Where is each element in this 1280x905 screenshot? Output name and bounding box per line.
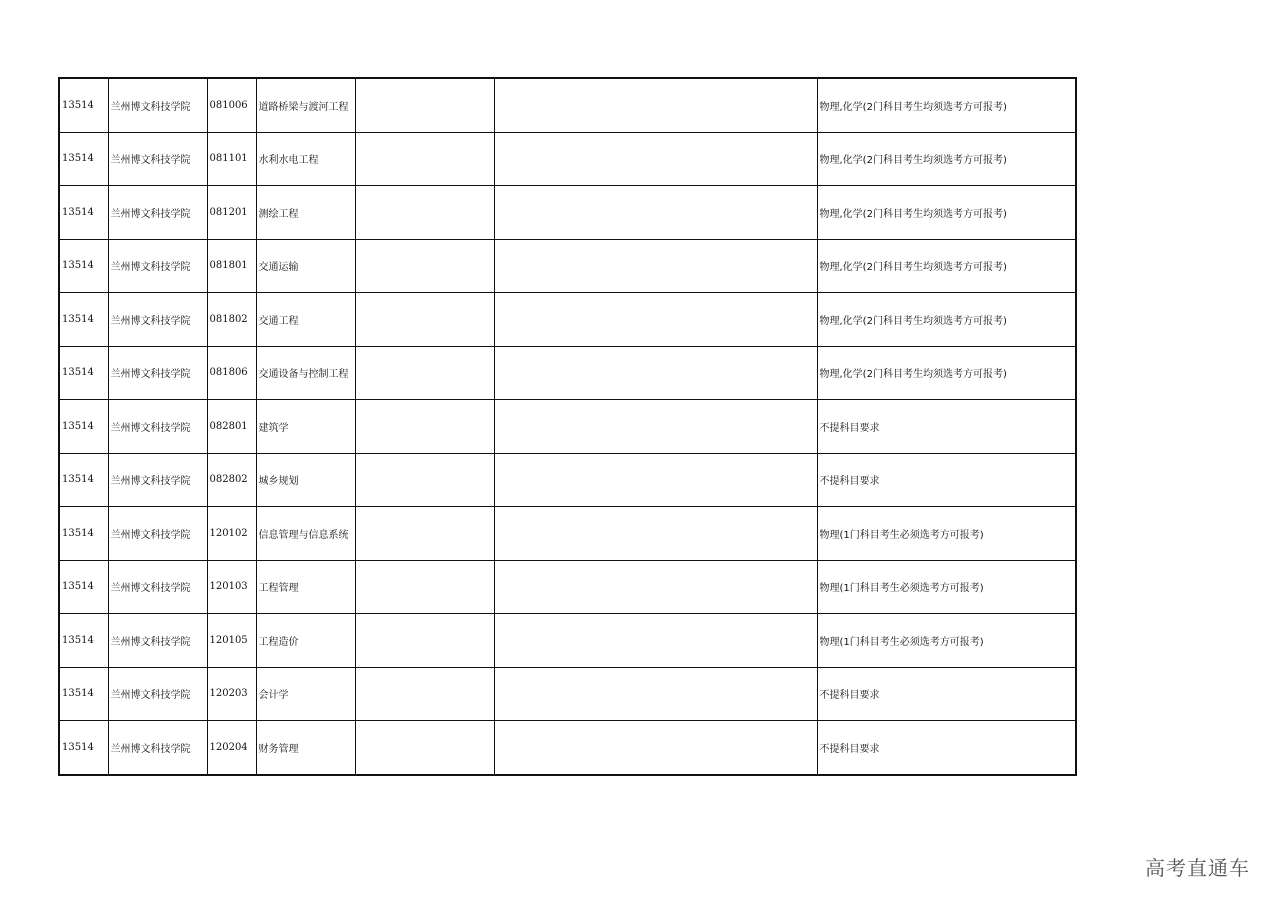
table-row xyxy=(59,507,1076,561)
institution-name-cell: 兰州博文科技学院 xyxy=(108,78,207,132)
blank-cell xyxy=(494,239,817,293)
blank-cell xyxy=(355,453,494,507)
subject-requirement-cell: 物理,化学(2门科目考生均须选考方可报考) xyxy=(817,132,1076,186)
subject-requirements-table xyxy=(58,77,1077,776)
major-code-cell: 120203 xyxy=(207,667,256,721)
major-code-cell: 082801 xyxy=(207,400,256,454)
subject-requirement-cell: 物理(1门科目考生必须选考方可报考) xyxy=(817,507,1076,561)
table-row xyxy=(59,346,1076,400)
blank-cell xyxy=(355,667,494,721)
subject-requirement-cell: 物理,化学(2门科目考生均须选考方可报考) xyxy=(817,346,1076,400)
institution-code-cell: 13514 xyxy=(59,667,108,721)
institution-name-cell: 兰州博文科技学院 xyxy=(108,400,207,454)
major-name-cell: 交通工程 xyxy=(256,293,355,347)
major-code-cell: 081802 xyxy=(207,293,256,347)
subject-requirement-cell: 不提科目要求 xyxy=(817,453,1076,507)
blank-cell xyxy=(494,186,817,240)
blank-cell xyxy=(494,453,817,507)
major-name-cell: 水利水电工程 xyxy=(256,132,355,186)
blank-cell xyxy=(355,560,494,614)
institution-code-cell: 13514 xyxy=(59,400,108,454)
major-name-cell: 建筑学 xyxy=(256,400,355,454)
institution-name-cell: 兰州博文科技学院 xyxy=(108,721,207,775)
table-row xyxy=(59,560,1076,614)
blank-cell xyxy=(494,667,817,721)
table-row xyxy=(59,453,1076,507)
institution-code-cell: 13514 xyxy=(59,507,108,561)
table-row xyxy=(59,614,1076,668)
institution-name-cell: 兰州博文科技学院 xyxy=(108,560,207,614)
institution-name-cell: 兰州博文科技学院 xyxy=(108,507,207,561)
subject-requirement-cell: 物理(1门科目考生必须选考方可报考) xyxy=(817,560,1076,614)
blank-cell xyxy=(494,78,817,132)
institution-code-cell: 13514 xyxy=(59,453,108,507)
table-row xyxy=(59,239,1076,293)
blank-cell xyxy=(355,239,494,293)
major-name-cell: 会计学 xyxy=(256,667,355,721)
major-name-cell: 交通运输 xyxy=(256,239,355,293)
major-code-cell: 120204 xyxy=(207,721,256,775)
institution-name-cell: 兰州博文科技学院 xyxy=(108,453,207,507)
institution-name-cell: 兰州博文科技学院 xyxy=(108,186,207,240)
blank-cell xyxy=(494,614,817,668)
watermark-text: 高考直通车 xyxy=(1145,856,1250,880)
major-code-cell: 082802 xyxy=(207,453,256,507)
blank-cell xyxy=(355,293,494,347)
subject-requirement-cell: 不提科目要求 xyxy=(817,721,1076,775)
blank-cell xyxy=(494,560,817,614)
major-code-cell: 081801 xyxy=(207,239,256,293)
blank-cell xyxy=(355,507,494,561)
blank-cell xyxy=(355,721,494,775)
blank-cell xyxy=(494,721,817,775)
blank-cell xyxy=(355,132,494,186)
blank-cell xyxy=(494,132,817,186)
institution-name-cell: 兰州博文科技学院 xyxy=(108,293,207,347)
institution-code-cell: 13514 xyxy=(59,346,108,400)
subject-requirement-cell: 物理,化学(2门科目考生均须选考方可报考) xyxy=(817,186,1076,240)
blank-cell xyxy=(355,78,494,132)
institution-code-cell: 13514 xyxy=(59,239,108,293)
subject-requirement-cell: 物理,化学(2门科目考生均须选考方可报考) xyxy=(817,293,1076,347)
institution-name-cell: 兰州博文科技学院 xyxy=(108,239,207,293)
table-row xyxy=(59,186,1076,240)
table-row xyxy=(59,78,1076,132)
major-name-cell: 道路桥梁与渡河工程 xyxy=(256,78,355,132)
table-row xyxy=(59,667,1076,721)
institution-name-cell: 兰州博文科技学院 xyxy=(108,614,207,668)
blank-cell xyxy=(494,293,817,347)
subject-requirement-cell: 不提科目要求 xyxy=(817,667,1076,721)
table-row xyxy=(59,400,1076,454)
blank-cell xyxy=(494,346,817,400)
institution-code-cell: 13514 xyxy=(59,721,108,775)
major-code-cell: 120102 xyxy=(207,507,256,561)
major-code-cell: 081101 xyxy=(207,132,256,186)
table-row xyxy=(59,721,1076,775)
major-code-cell: 120103 xyxy=(207,560,256,614)
institution-code-cell: 13514 xyxy=(59,293,108,347)
major-name-cell: 城乡规划 xyxy=(256,453,355,507)
blank-cell xyxy=(355,346,494,400)
major-code-cell: 081806 xyxy=(207,346,256,400)
table-body xyxy=(59,78,1076,775)
blank-cell xyxy=(355,186,494,240)
blank-cell xyxy=(494,400,817,454)
major-name-cell: 工程造价 xyxy=(256,614,355,668)
subject-requirement-cell: 不提科目要求 xyxy=(817,400,1076,454)
institution-name-cell: 兰州博文科技学院 xyxy=(108,667,207,721)
institution-name-cell: 兰州博文科技学院 xyxy=(108,132,207,186)
major-name-cell: 信息管理与信息系统 xyxy=(256,507,355,561)
institution-code-cell: 13514 xyxy=(59,186,108,240)
table-row xyxy=(59,132,1076,186)
major-name-cell: 交通设备与控制工程 xyxy=(256,346,355,400)
major-name-cell: 财务管理 xyxy=(256,721,355,775)
institution-code-cell: 13514 xyxy=(59,560,108,614)
blank-cell xyxy=(355,400,494,454)
subject-requirement-cell: 物理(1门科目考生必须选考方可报考) xyxy=(817,614,1076,668)
major-code-cell: 081006 xyxy=(207,78,256,132)
institution-code-cell: 13514 xyxy=(59,132,108,186)
blank-cell xyxy=(355,614,494,668)
major-code-cell: 081201 xyxy=(207,186,256,240)
blank-cell xyxy=(494,507,817,561)
institution-name-cell: 兰州博文科技学院 xyxy=(108,346,207,400)
major-name-cell: 工程管理 xyxy=(256,560,355,614)
major-name-cell: 测绘工程 xyxy=(256,186,355,240)
institution-code-cell: 13514 xyxy=(59,614,108,668)
institution-code-cell: 13514 xyxy=(59,78,108,132)
table-row xyxy=(59,293,1076,347)
major-code-cell: 120105 xyxy=(207,614,256,668)
subject-requirement-cell: 物理,化学(2门科目考生均须选考方可报考) xyxy=(817,239,1076,293)
subject-requirement-cell: 物理,化学(2门科目考生均须选考方可报考) xyxy=(817,78,1076,132)
